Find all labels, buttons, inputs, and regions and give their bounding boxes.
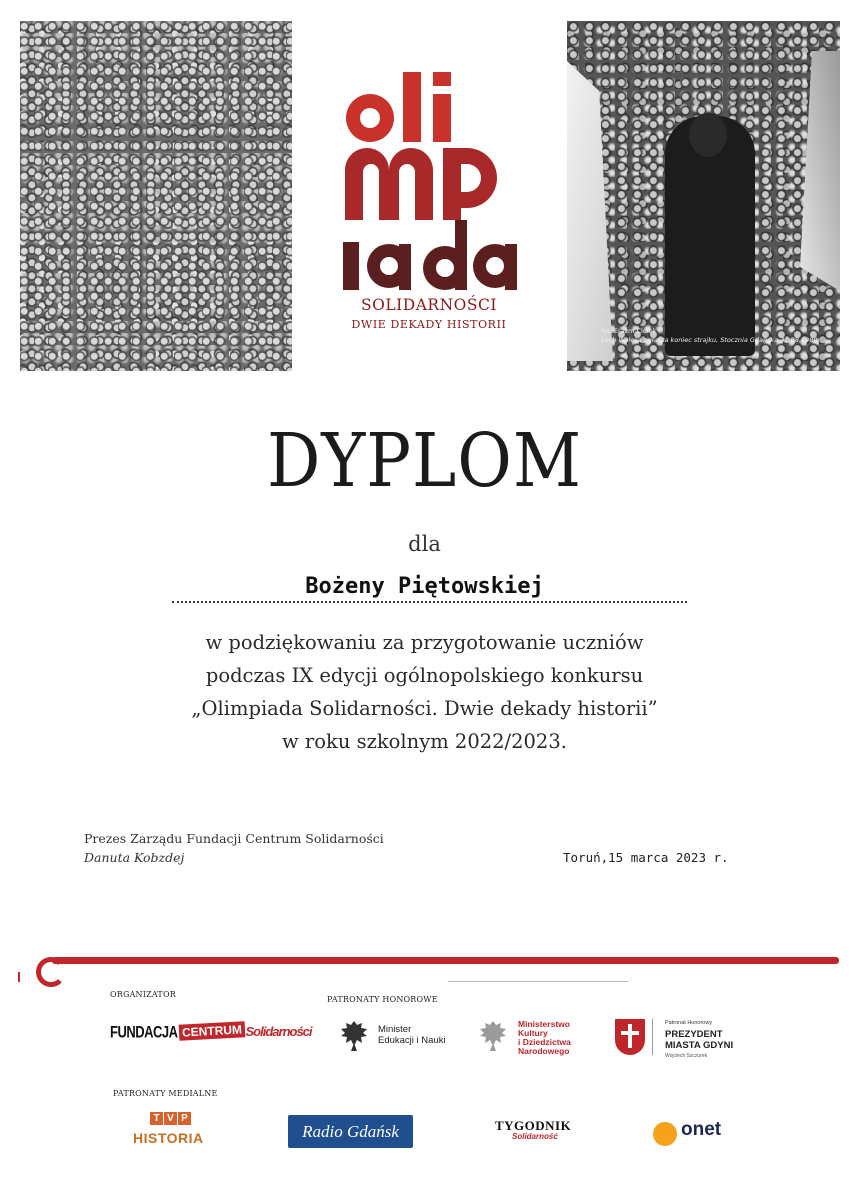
flag-left [567, 61, 613, 361]
men-logo-text [378, 1024, 446, 1046]
mkidn-logo-text [518, 1020, 571, 1056]
recipient-dotted-line [172, 601, 687, 603]
diploma-body [0, 626, 849, 758]
tvp-letter: V [164, 1112, 177, 1125]
gdynia-title [665, 1029, 733, 1051]
tygodnik-logo: TYGODNIK [495, 1118, 572, 1133]
organizer-logo-part3: Solidarności [245, 1023, 312, 1039]
flag-right [800, 51, 840, 291]
logo-subtitle-sub: DWIE DEKADY HISTORII [351, 318, 507, 331]
diploma-title: DYPLOM [266, 418, 583, 504]
place-date: Toruń,15 marca 2023 r. [563, 850, 729, 865]
mkidn-line4: Narodowego [518, 1046, 570, 1056]
body-line: w roku szkolnym 2022/2023. [282, 730, 567, 753]
gdynia-small-label: Patronat Honorowy [665, 1020, 713, 1026]
photo-caption-author: fot. Erazm Ciołek [601, 327, 657, 335]
body-line: „Olimpiada Solidarności. Dwie dekady historii” [191, 697, 658, 720]
tygodnik-sub-logo: Solidarność [512, 1132, 558, 1141]
radio-gdansk-logo: Radio Gdańsk [288, 1115, 413, 1148]
logo-letter-i2 [343, 242, 359, 290]
photo-walesa-right [567, 21, 840, 371]
signatory-name: Danuta Kobzdej [84, 850, 185, 865]
organizer-logo-part1: FUNDACJA [110, 1021, 178, 1041]
men-line2: Edukacji i Nauki [378, 1035, 446, 1046]
photo-caption [601, 327, 818, 345]
men-line1: Minister [378, 1024, 412, 1035]
photo-crowd-left [20, 21, 292, 371]
organizer-logo-part2: CENTRUM [178, 1021, 245, 1040]
tvp-letter: T [150, 1112, 163, 1125]
logo-letter-m [345, 148, 433, 220]
body-line: w podziękowaniu za przygotowanie uczniów [205, 631, 644, 654]
mkidn-line2: Kultury [518, 1028, 548, 1038]
mkidn-line1: Ministerstwo [518, 1019, 570, 1029]
honorary-divider [448, 981, 628, 982]
logo-subtitle-main: SOLIDARNOŚCI [361, 296, 497, 314]
logo-letter-l [403, 72, 421, 142]
photo-caption-text: Lech Wałęsa ogłasza koniec strajku, Stocznia Gdańska 31.08.1980 [601, 336, 818, 344]
olimpiada-logo [337, 70, 521, 331]
recipient-name: Bożeny Piętowskiej [305, 574, 544, 599]
organizer-logo [110, 1018, 312, 1044]
logo-letter-i [433, 94, 451, 142]
footer-hook [36, 957, 66, 987]
media-label: PATRONATY MEDIALNE [113, 1089, 218, 1098]
logo-letter-p [443, 148, 497, 220]
gdynia-separator [652, 1019, 653, 1055]
olimpiada-logo-mark [337, 70, 521, 292]
footer-red-line [52, 957, 839, 964]
eagle-icon-mkidn [478, 1019, 508, 1053]
speaker-head [689, 113, 727, 157]
diploma-for: dla [408, 532, 441, 556]
tvp-historia-label: HISTORIA [133, 1130, 204, 1146]
gdynia-line1: PREZYDENT [665, 1029, 723, 1040]
signatory-role: Prezes Zarządu Fundacji Centrum Solidarności [84, 831, 384, 846]
gdynia-line2: MIASTA GDYNI [665, 1040, 734, 1051]
honorary-label: PATRONATY HONOROWE [327, 995, 438, 1004]
footer-tick [18, 972, 20, 982]
tvp-letter: P [178, 1112, 191, 1125]
body-line: podczas IX edycji ogólnopolskiego konkursu [205, 664, 644, 687]
organizer-label: ORGANIZATOR [110, 990, 176, 999]
gdynia-sign: Wojciech Szczurek [665, 1053, 708, 1059]
onet-dot-icon [653, 1122, 677, 1146]
tvp-logo [150, 1112, 192, 1125]
mkidn-line3: i Dziedzictwa [518, 1037, 571, 1047]
eagle-icon [339, 1019, 369, 1053]
gdynia-crest-icon [615, 1019, 645, 1055]
onet-logo: onet [681, 1119, 722, 1140]
